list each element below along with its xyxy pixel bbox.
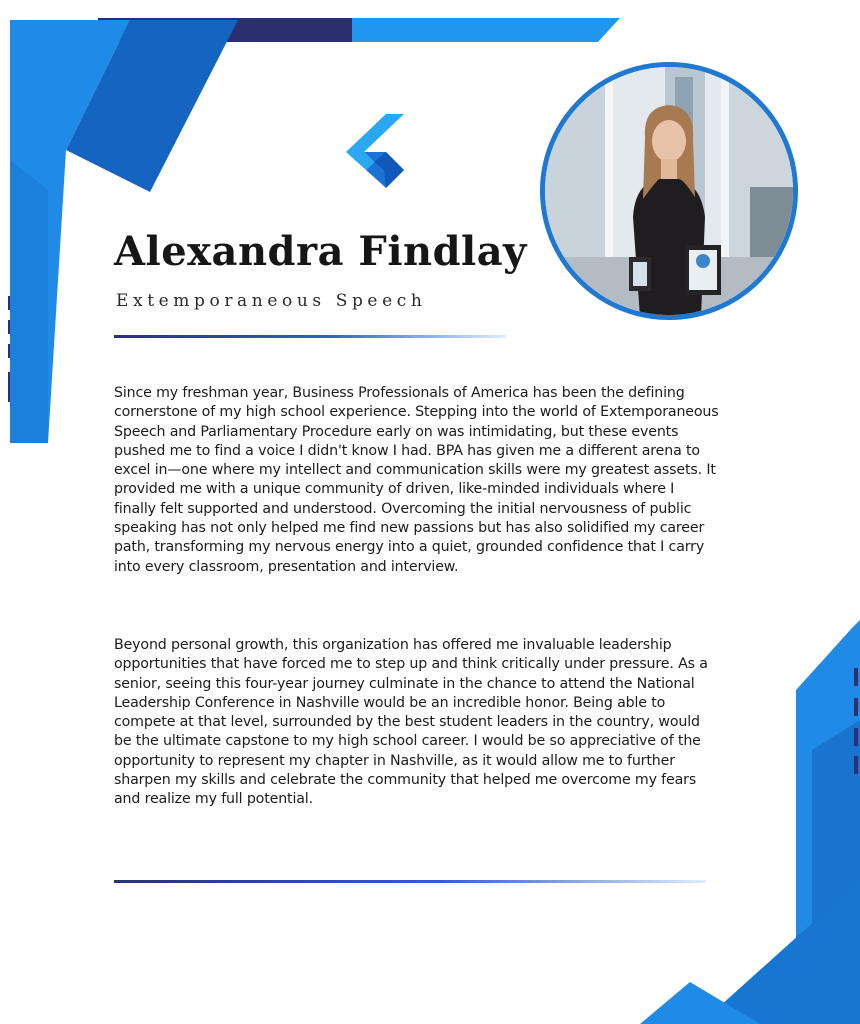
left-dashes [8, 296, 10, 402]
essay-paragraph-1: Since my freshman year, Business Professionals of America has been the defining cornerstone of my high school experience. Stepping into the world of Extemporaneous Speech and Parliamentary Procedure early on was intimidating, but these events pushed me to find a voice I didn't know I had. BPA has given me a different arena to excel in—one where my intellect and communication skills were my greatest assets. It provided me with a unique community of driven, like-minded individuals where I finally felt supported and understood. Overcoming the initial nervousness of public speaking has not only helped me find new passions but has also solidified my career path, transforming my nervous energy into a quiet, grounded confidence that I carry into every classroom, presentation and interview. [114, 385, 719, 575]
event-title: Extemporaneous Speech [116, 291, 427, 311]
divider-top [114, 335, 506, 338]
student-name: Alexandra Findlay [114, 228, 527, 275]
divider-bottom [114, 880, 706, 883]
chevron-logo-icon [346, 114, 404, 188]
essay-paragraph-2: Beyond personal growth, this organization has offered me invaluable leadership opportunities that have forced me to step up and think critically under pressure. As a senior, seeing this four-year journey culminate in the chance to attend the National Leadership Conference in Nashville would be an incredible honor. Being able to compete at that level, surrounded by the best student leaders in the country, would be the ultimate capstone to my high school career. I would be so appreciative of the opportunity to represent my chapter in Nashville, as it would allow me to further sharpen my skills and celebrate the community that helped me overcome my fears and realize my full potential. [114, 637, 708, 808]
portrait-photo [540, 62, 798, 320]
left-strip-shade [10, 160, 48, 443]
